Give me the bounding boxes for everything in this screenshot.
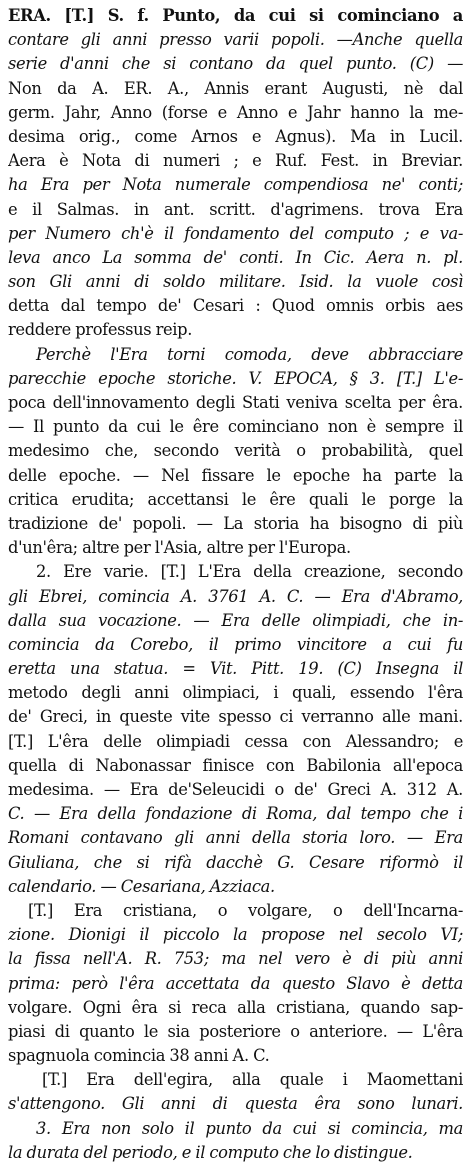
text-line: leva anco La somma de' conti. In Cic. Aera n. pl. — [8, 247, 463, 267]
text-line: s'attengono. Gli anni di questa êra sono lunari. — [8, 1094, 463, 1114]
text-line: la durata del periodo, e il computo che lo distingue. — [8, 1142, 413, 1162]
text-line: de' Greci, in queste vite spesso ci verranno alle mani. — [8, 707, 463, 727]
text-line: zione. Dionigi il piccolo la propose nel secolo VI; — [8, 925, 463, 945]
text-line: per Numero ch'è il fondamento del computo ; e va- — [8, 223, 463, 243]
text-line: d'un'êra; altre per l'Asia, altre per l'Europa. — [8, 538, 351, 558]
text-line: C. — Era della fondazione di Roma, dal tempo che i — [8, 804, 463, 824]
text-line: e il Salmas. in ant. scritt. d'agrimens. trova Era — [8, 199, 463, 219]
text-line: ERA. [T.] S. f. Punto, da cui si cominciano a — [8, 6, 463, 25]
text-line: son Gli anni di soldo militare. Isid. la vuole così — [8, 272, 463, 292]
text-line: comincia da Corebo, il primo vincitore a cui fu — [8, 634, 463, 654]
text-line: desima orig., come Arnos e Agnus). Ma in Lucil. — [8, 126, 463, 146]
text-line: [T.] Era cristiana, o volgare, o dell'Incarna- — [28, 900, 463, 920]
text-line: eretta una statua. = Vit. Pitt. 19. (C) Insegna il — [8, 659, 463, 679]
text-line: contare gli anni presso varii popoli. —Anche quella — [8, 30, 463, 50]
text-line: germ. Jahr, Anno (forse e Anno e Jahr hanno la me- — [8, 102, 463, 122]
text-line: spagnuola comincia 38 anni A. C. — [8, 1046, 270, 1066]
text-line: quella di Nabonassar finisce con Babilonia all'epoca — [8, 755, 463, 775]
text-line: Non da A. ER. A., Annis erant Augusti, nè dal — [8, 78, 463, 98]
text-line: piasi di quanto le sia posteriore o anteriore. — L'êra — [8, 1021, 463, 1041]
text-line: Perchè l'Era torni comoda, deve abbracciare — [36, 344, 463, 364]
text-line: volgare. Ogni êra si reca alla cristiana, quando sap- — [8, 997, 463, 1017]
text-line: la fissa nell'A. R. 753; ma nel vero è di più anni — [8, 949, 463, 969]
text-line: delle epoche. — Nel fissare le epoche ha parte la — [8, 465, 463, 485]
text-line: 2. Ere varie. [T.] L'Era della creazione, secondo — [36, 562, 463, 582]
text-line: prima: però l'êra accettata da questo Slavo è detta — [8, 973, 463, 993]
text-line: serie d'anni che si contano da quel punto. (C) — — [8, 54, 463, 74]
text-line: gli Ebrei, comincia A. 3761 A. C. — Era d'Abramo, — [8, 586, 463, 606]
text-line: parecchie epoche storiche. V. EPOCA, § 3. [T.] L'e- — [8, 368, 463, 388]
text-line: poca dell'innovamento degli Stati veniva scelta per êra. — [8, 393, 463, 412]
text-line: Romani contavano gli anni della storia loro. — Era — [8, 828, 463, 848]
text-line: [T.] Era dell'egira, alla quale i Maomettani — [42, 1070, 463, 1090]
text-line: ha Era per Nota numerale compendiosa ne' conti; — [8, 175, 463, 195]
text-line: calendario. — Cesariana, Azziaca. — [8, 876, 275, 896]
text-line: detta dal tempo de' Cesari : Quod omnis orbis aes — [8, 296, 463, 316]
text-line: — Il punto da cui le êre cominciano non è sempre il — [8, 417, 463, 437]
text-line: Giuliana, che si rifà dacchè G. Cesare riformò il — [8, 852, 463, 872]
text-line: dalla sua vocazione. — Era delle olimpiadi, che in- — [8, 610, 463, 630]
text-line: medesima. — Era de'Seleucidi o de' Greci A. 312 A. — [8, 780, 463, 799]
text-line: medesimo che, secondo verità o probabilità, quel — [8, 441, 463, 461]
text-line: Aera è Nota di numeri ; e Ruf. Fest. in Breviar. — [8, 151, 463, 171]
text-line: metodo degli anni olimpiaci, i quali, essendo l'êra — [8, 683, 463, 703]
text-line: critica erudita; accettansi le êre quali le porge la — [8, 489, 463, 509]
text-line: [T.] L'êra delle olimpiadi cessa con Alessandro; e — [8, 731, 463, 751]
text-line: 3. Era non solo il punto da cui si comincia, ma — [36, 1118, 463, 1138]
text-line: reddere professus reip. — [8, 320, 193, 340]
text-line: tradizione de' popoli. — La storia ha bisogno di più — [8, 513, 463, 533]
